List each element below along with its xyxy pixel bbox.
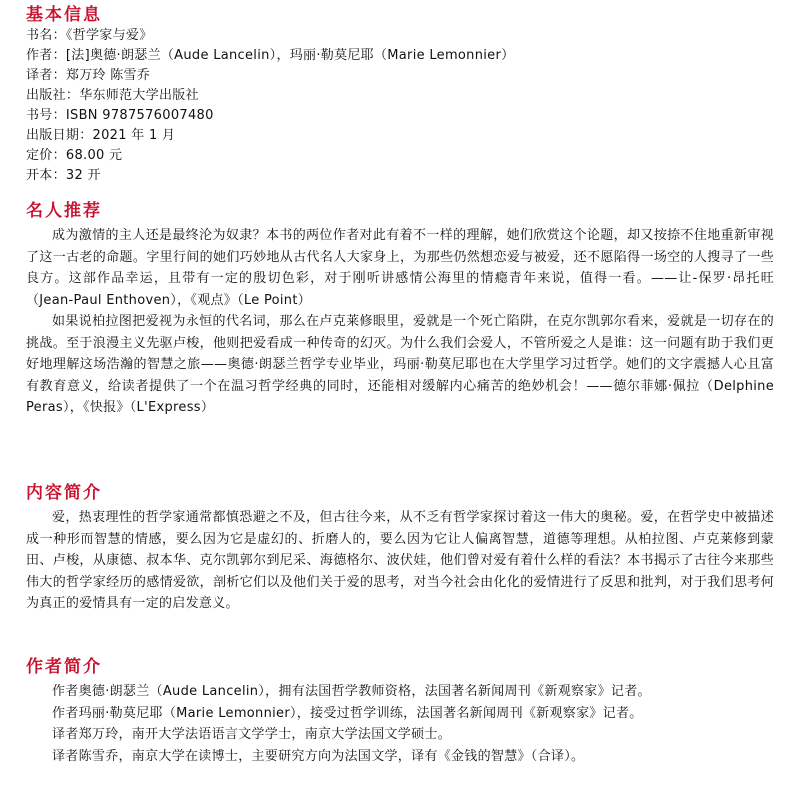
book-name-line: 书名：《哲学家与爱》: [26, 28, 153, 43]
recommend-paragraph-1: 成为激情的主人还是最终沦为奴隶？本书的两位作者对此有着不一样的理解，她们欣赏这个论题，却又按捺不住地重新审视了这一古老的命题。字里行间的她们巧妙地从古代名人大家身上，为那些仍然想恋爱与被爱，还不愿陷得一场空的人搜寻了一些良方。这部作品幸运，且带有一定的殷切色彩，对于刚听讲感情公海里的情瘾青年来说，值得一看。——让-保罗·昂托旺（Jean-Paul Enthoven），《观点》（Le Point）: [26, 228, 774, 308]
author-intro-heading: 作者简介: [26, 657, 102, 677]
author-intro-paragraph-4: 译者陈雪乔，南京大学在读博士，主要研究方向为法国文学，译有《金钱的智慧》（合译）。: [52, 748, 585, 764]
content-section: [26, 482, 774, 615]
author-intro-paragraph-3: 译者郑万玲，南开大学法语语言文学学士，南京大学法国文学硕士。: [52, 727, 452, 742]
basic-info-heading: 基本信息: [26, 5, 102, 25]
publisher-line: 出版社：华东师范大学出版社: [26, 88, 199, 103]
authors-line: 作者：[法]奥德·朗瑟兰（Aude Lancelin），玛丽·勒莫尼耶（Marie Lemonnier）: [26, 48, 515, 63]
content-paragraph: 爱，热衷理性的哲学家通常都慎恐避之不及，但古往今来，从不乏有哲学家探讨着这一伟大的奥秘。爱，在哲学史中被描述成一种形而智慧的情感，要么因为它是虚幻的、折磨人的，要么因为它让人偏离智慧，道德等理想。从柏拉图、卢克莱修到蒙田、卢梭，从康德、叔本华、克尔凯郭尔到尼采、海德格尔、波伏娃，他们曾对爱有着什么样的看法？本书揭示了古往今来那些伟大的哲学家经历的感情爱欲，剖析它们以及他们关于爱的思考，对当今社会由化化的爱情进行了反思和批判，对于我们思考何为真正的爱情具有一定的启发意义。: [26, 510, 774, 611]
isbn-line: 书号：ISBN 9787576007480: [26, 108, 214, 123]
basic-info-section: [26, 4, 774, 186]
author-intro-paragraph-2: 作者玛丽·勒莫尼耶（Marie Lemonnier），接受过哲学训练，法国著名新闻周刊《新观察家》记者。: [52, 705, 643, 721]
content-heading: 内容简介: [26, 483, 102, 503]
translators-line: 译者：郑万玲 陈雪乔: [26, 68, 151, 83]
recommend-paragraph-2: 如果说柏拉图把爱视为永恒的代名词，那么在卢克莱修眼里，爱就是一个死亡陷阱，在克尔凯郭尔看来，爱就是一切存在的挑战。至于浪漫主义先驱卢梭，他则把爱看成一种传奇的幻灭。为什么我们会爱人，不管所爱之人是谁：这一问题有助于我们更好地理解这场浩瀚的智慧之旅——奥德·朗瑟兰哲学专业毕业，玛丽·勒莫尼耶也在大学里学习过哲学。她们的文字震撼人心且富有教育意义，给读者提供了一个在温习哲学经典的同时，还能相对缓解内心痛苦的绝妙机会！——德尔菲娜·佩拉（Delphine Peras），《快报》（L'Express）: [26, 314, 774, 415]
author-intro-paragraph-1: 作者奥德·朗瑟兰（Aude Lancelin），拥有法国哲学教师资格，法国著名新闻周刊《新观察家》记者。: [52, 684, 651, 699]
pub-date-line: 出版日期：2021 年 1 月: [26, 128, 176, 143]
recommend-section: [26, 200, 774, 419]
author-intro-section: [26, 656, 774, 767]
recommend-heading: 名人推荐: [26, 201, 102, 221]
format-line: 开本：32 开: [26, 168, 101, 183]
price-line: 定价：68.00 元: [26, 148, 123, 163]
